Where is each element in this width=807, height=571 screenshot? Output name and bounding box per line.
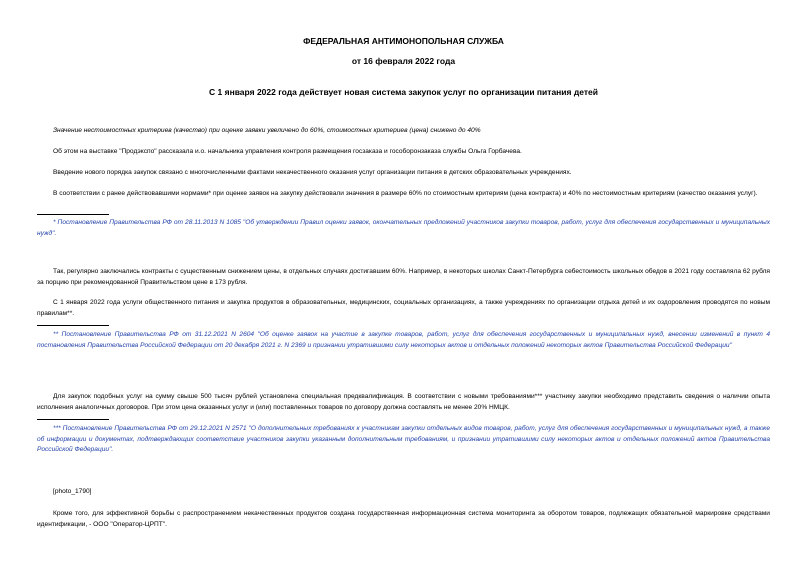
footnote-1-link[interactable]: * Постановление Правительства РФ от 28.11.2013 N 1085 "Об утверждении Правил оценки заявок, окончательных предложений участников закупки товаров, работ, услуг для обеспечения государственных и муниципальных нужд".	[37, 219, 770, 237]
footnote-3-link[interactable]: *** Постановление Правительства РФ от 29.12.2021 N 2571 "О дополнительных требованиях к участникам закупки отдельных видов товаров, работ, услуг для обеспечения государственных и муниципальных нужд, а также об информации и документах, подтверждающих соответствие участников закупки указанным дополнительным требованиям, и признании утратившими силу некоторых актов и отдельных положений актов Правительства Российской Федерации".	[37, 425, 770, 453]
paragraph-2: Введение нового порядка закупок связано с многочисленными фактами некачественного оказания услуг организации питания в детских образовательных учреждениях.	[53, 169, 572, 176]
lead-paragraph: Значение нестоимостных критериев (качество) при оценке заявки увеличено до 60%, стоимостных критериев (цена) снижено до 40%	[53, 127, 481, 134]
paragraph-3: В соответствии с ранее действовавшими нормами* при оценке заявок на закупку действовали значения в размере 60% по стоимостным критериям (цена контракта) и 40% по нестоимостным критериям (качество оказания услуг).	[53, 190, 758, 197]
paragraph-7: Кроме того, для эффективной борьбы с распространением некачественных продуктов создана государственная информационная система мониторинга за оборотом товаров, подлежащих обязательной маркировке средствами идентификации, - ООО "Оператор-ЦРПТ".	[37, 510, 770, 528]
agency-heading: ФЕДЕРАЛЬНАЯ АНТИМОНОПОЛЬНАЯ СЛУЖБА	[303, 36, 504, 46]
photo-placeholder: [photo_1790]	[53, 488, 92, 495]
document-date: от 16 февраля 2022 года	[351, 56, 456, 66]
footnote-divider	[37, 214, 109, 215]
document-title: С 1 января 2022 года действует новая система закупок услуг по организации питания детей	[209, 87, 598, 97]
paragraph-6: Для закупок подобных услуг на сумму свыше 500 тысяч рублей установлена специальная предквалификация. В соответствии с новыми требованиями*** участнику закупки необходимо представить сведения о наличии опыта исполнения аналогичных договоров. При этом цена оказанных услуг и (или) поставленных товаров по договору должна составлять не менее 20% НМЦК.	[37, 393, 770, 411]
paragraph-4: Так, регулярно заключались контракты с существенным снижением цены, в отдельных случаях достигавшим 60%. Например, в некоторых школах Санкт-Петербурга себестоимость школьных обедов в 2021 году составляла 62 рубля за порцию при рекомендованной Правительством цене в 173 рубля.	[37, 268, 770, 286]
footnote-divider	[37, 419, 109, 420]
footnote-2-link[interactable]: ** Постановление Правительства РФ от 31.12.2021 N 2604 "Об оценке заявок на участие в закупке товаров, работ, услуг для обеспечения государственных и муниципальных нужд, внесении изменений в пункт 4 постановления Правительства Российской Федерации от 20 декабря 2021 г. N 2369 и признании утратившими силу некоторых актов и отдельных положений некоторых актов Правительства Российской Федерации"	[37, 331, 770, 349]
paragraph-1: Об этом на выставке "Продэкспо" рассказала и.о. начальника управления контроля размещения госзаказа и гособоронзаказа службы Ольга Горбачева.	[53, 148, 522, 155]
paragraph-5: С 1 января 2022 года услуги общественного питания и закупка продуктов в образовательных, медицинских, социальных организациях, а также учреждениях по организации отдыха детей и их оздоровления проводятся по новым правилам**.	[37, 299, 770, 317]
footnote-divider	[37, 325, 109, 326]
